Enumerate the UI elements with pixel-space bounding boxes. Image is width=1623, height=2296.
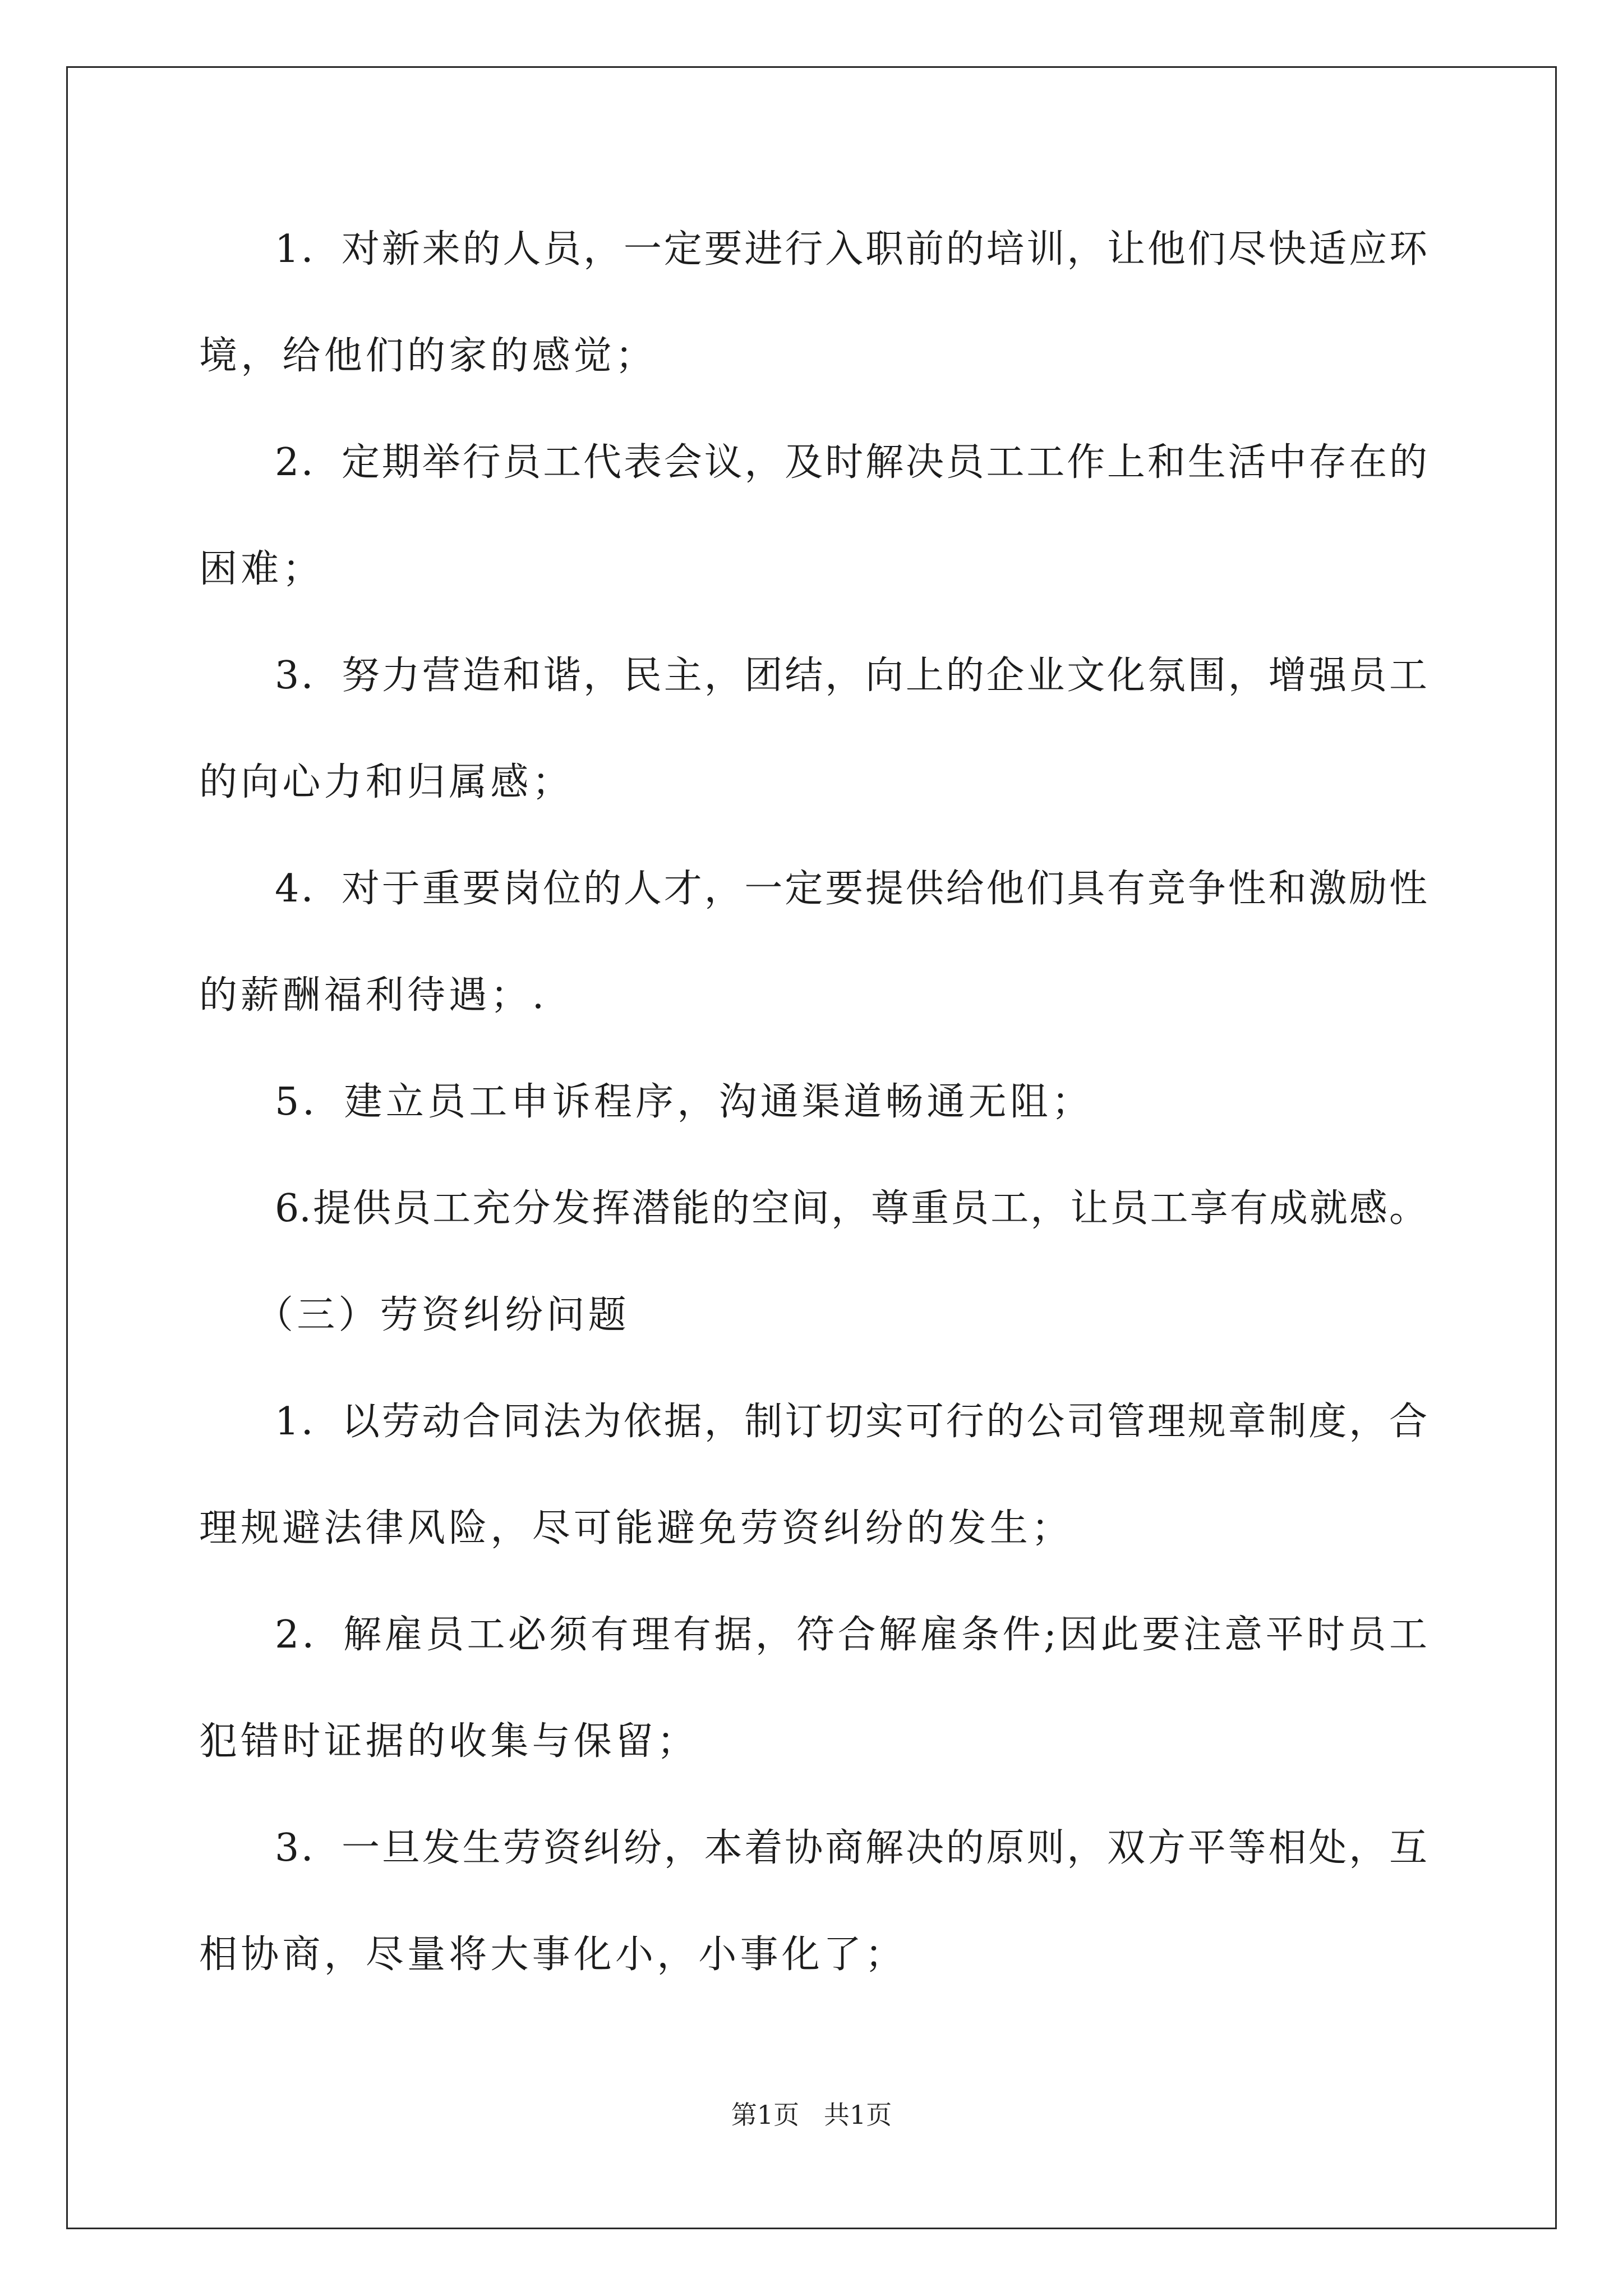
section-heading: （三）劳资纠纷问题 bbox=[255, 1293, 630, 1337]
paragraph-line: 的薪酬福利待遇；. bbox=[199, 973, 548, 1018]
paragraph-line: 理规避法律风险，尽可能避免劳资纠纷的发生； bbox=[199, 1506, 1073, 1550]
page-border bbox=[66, 66, 1557, 2229]
paragraph-line: 境，给他们的家的感觉； bbox=[199, 334, 657, 378]
paragraph-line: 3．一旦发生劳资纠纷，本着协商解决的原则，双方平等相处，互 bbox=[275, 1826, 1427, 1870]
paragraph-line: 5．建立员工申诉程序，沟通渠道畅通无阻； bbox=[275, 1080, 1094, 1124]
paragraph-line: 2．定期举行员工代表会议，及时解决员工工作上和生活中存在的 bbox=[275, 440, 1427, 485]
page-number-footer: 第1页 共1页 bbox=[731, 2100, 892, 2130]
paragraph-line: 1．以劳动合同法为依据，制订切实可行的公司管理规章制度，合 bbox=[275, 1400, 1427, 1444]
paragraph-line: 2．解雇员工必须有理有据，符合解雇条件;因此要注意平时员工 bbox=[275, 1613, 1427, 1657]
paragraph-line: 的向心力和归属感； bbox=[199, 760, 574, 804]
paragraph-line: 困难； bbox=[199, 547, 324, 591]
paragraph-line: 4．对于重要岗位的人才，一定要提供给他们具有竞争性和激励性 bbox=[275, 867, 1427, 911]
paragraph-line: 3．努力营造和谐，民主，团结，向上的企业文化氛围，增强员工 bbox=[275, 654, 1427, 698]
paragraph-line: 相协商，尽量将大事化小，小事化了； bbox=[199, 1932, 907, 1977]
paragraph-line: 1．对新来的人员，一定要进行入职前的培训，让他们尽快适应环 bbox=[275, 227, 1427, 272]
paragraph-line: 6.提供员工充分发挥潜能的空间，尊重员工，让员工享有成就感。 bbox=[275, 1186, 1427, 1231]
paragraph-line: 犯错时证据的收集与保留； bbox=[199, 1719, 699, 1764]
